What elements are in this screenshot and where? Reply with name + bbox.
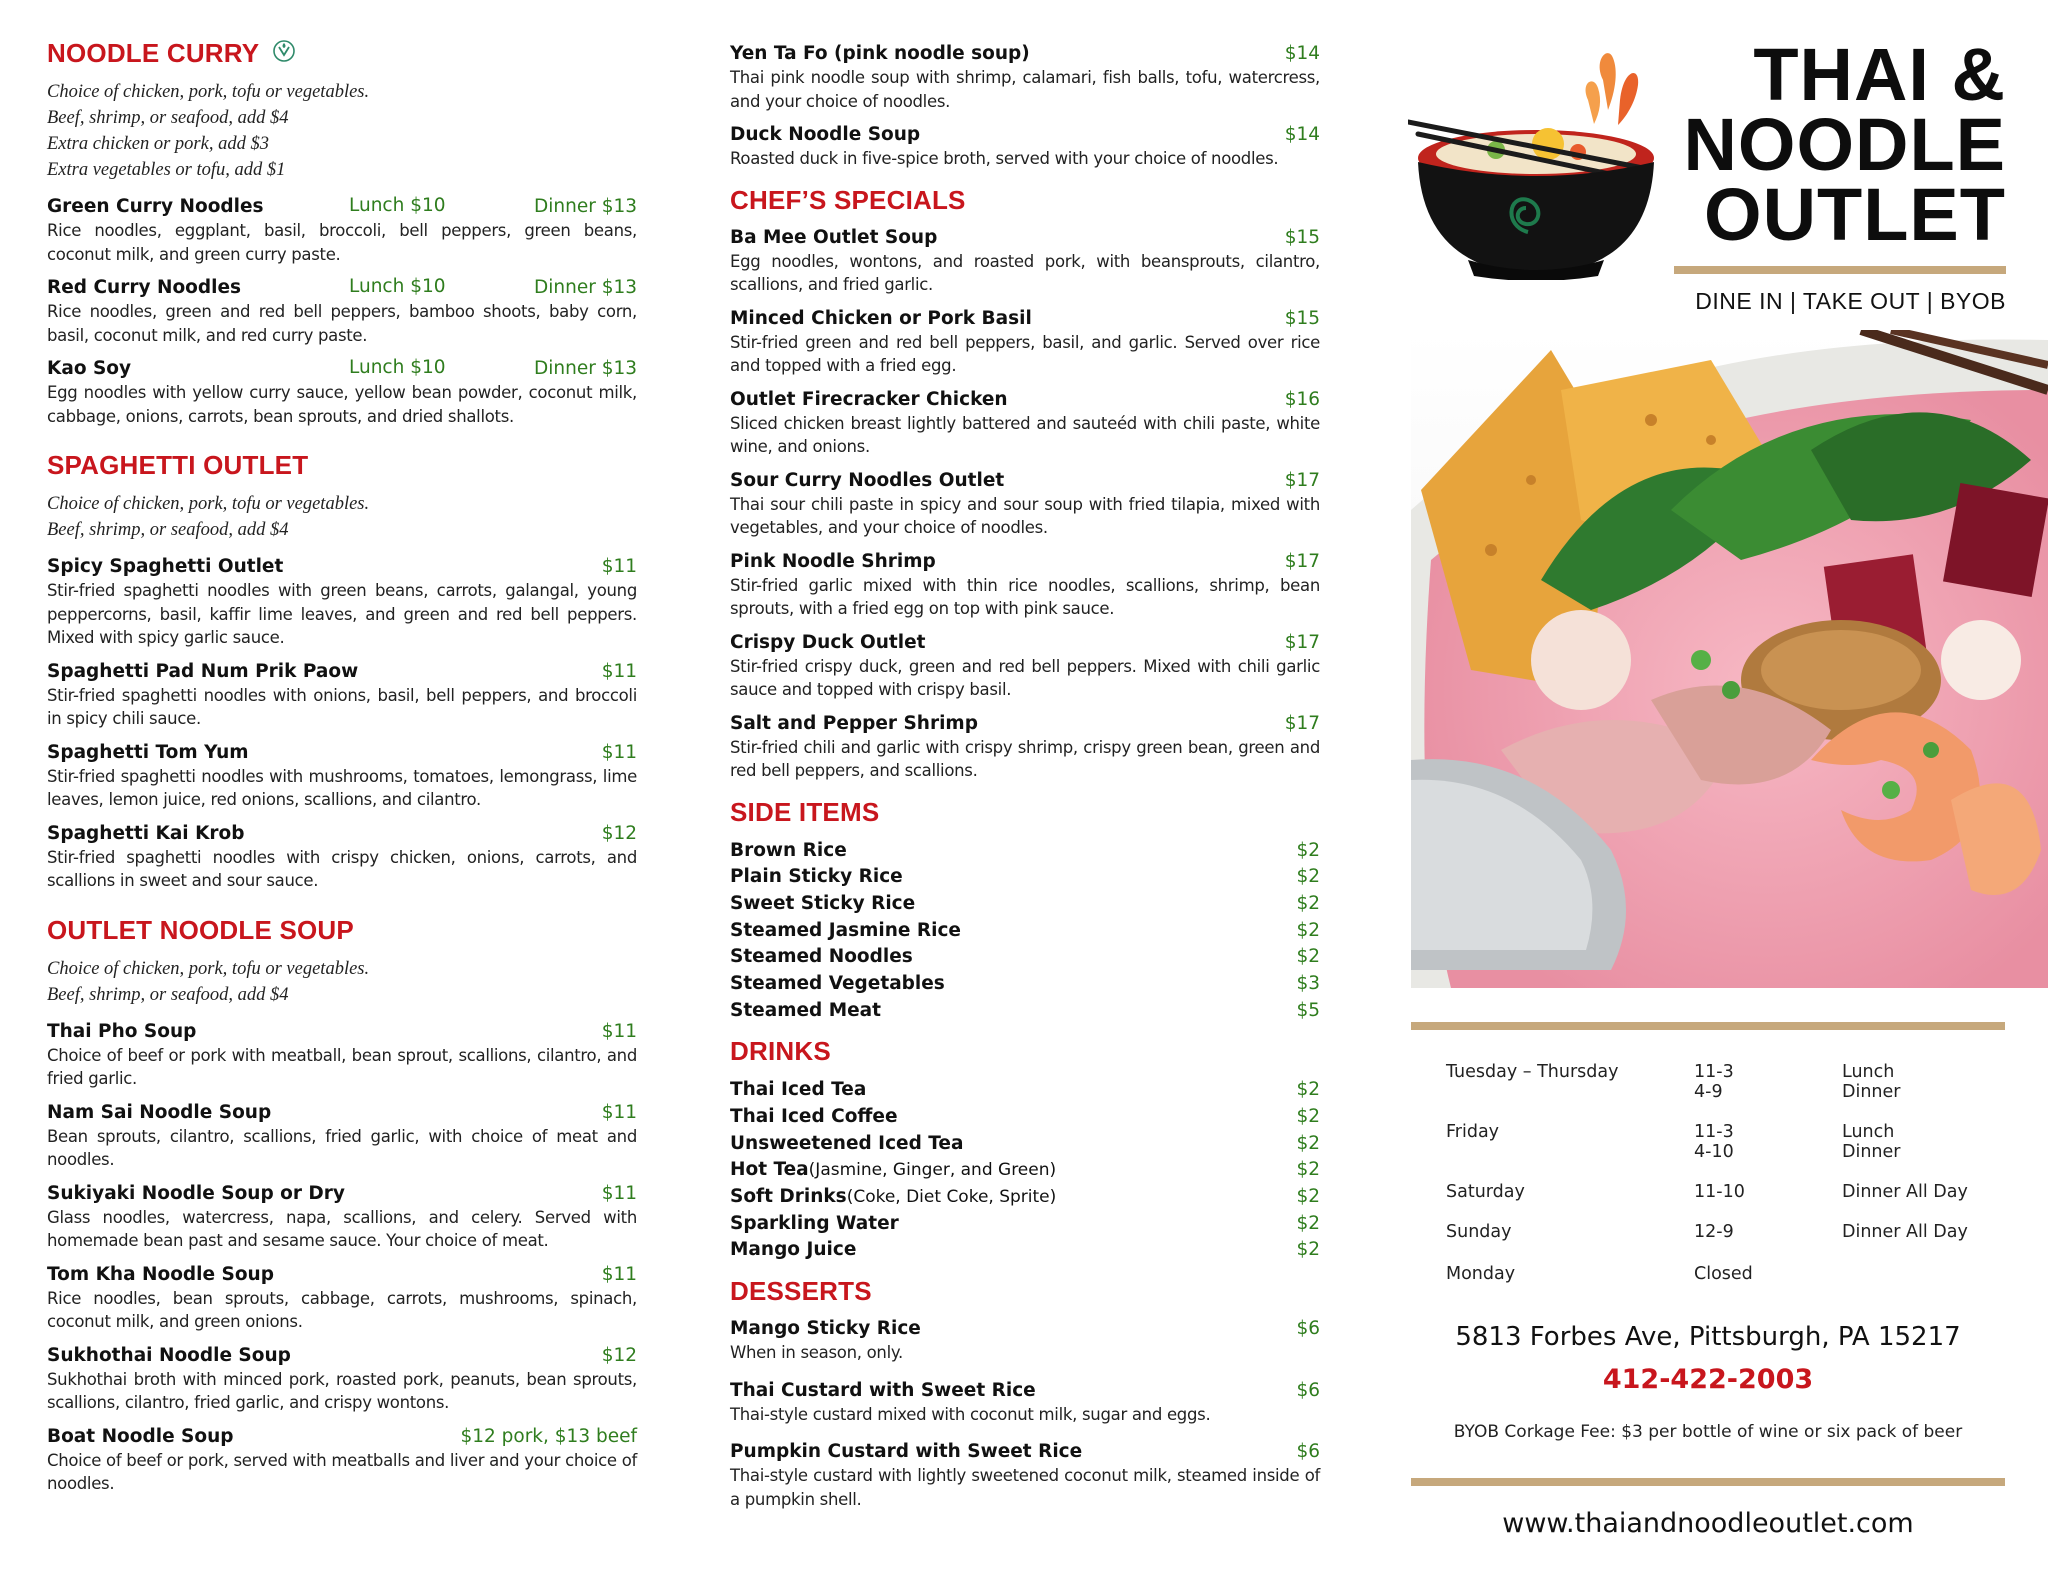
item-name: Boat Noodle Soup: [47, 1425, 234, 1447]
item-name: Steamed Meat: [730, 999, 881, 1021]
list-item: [730, 1211, 1320, 1238]
hours-time: Closed: [1694, 1264, 1753, 1284]
section-notes: [47, 956, 637, 1008]
hours-time: 4-10: [1694, 1142, 1734, 1162]
item-price: $11: [601, 741, 637, 763]
divider-top: [1411, 1022, 2005, 1030]
hours-time: 11-3: [1694, 1062, 1734, 1082]
hours-day: Saturday: [1446, 1182, 1525, 1202]
note-line: Choice of chicken, pork, tofu or vegetables.: [47, 82, 370, 102]
item-price: $2: [1296, 866, 1320, 888]
section-notes: [47, 491, 637, 543]
item-dinner-price: Dinner $13: [533, 358, 637, 379]
item-description: Egg noodles, wontons, and roasted pork, with beansprouts, cilantro, scallions, and fried garlic.: [730, 251, 1320, 294]
list-item: [730, 838, 1320, 865]
hours-row: [1446, 1264, 2006, 1284]
item-name: Hot Tea: [730, 1159, 809, 1181]
menu-item: [730, 42, 1320, 113]
item-name: Thai Iced Coffee: [730, 1106, 898, 1127]
note-line: Extra vegetables or tofu, add $1: [47, 160, 286, 180]
item-description: Glass noodles, watercress, napa, scallions, and celery. Served with homemade bean past and sesame sauce. Your choice of meat.: [47, 1207, 637, 1250]
menu-item: [730, 469, 1320, 540]
website-link[interactable]: www.thaiandnoodleoutlet.com: [1502, 1508, 1914, 1539]
item-name: Sparkling Water: [730, 1212, 899, 1234]
menu-item: [730, 1379, 1320, 1427]
item-price: $5: [1296, 999, 1320, 1021]
hours-meal: Lunch: [1842, 1062, 1895, 1082]
menu-item: [730, 1440, 1320, 1511]
item-price: $15: [1284, 226, 1320, 248]
item-name: Mango Juice: [730, 1239, 857, 1261]
item-name: Steamed Jasmine Rice: [730, 919, 961, 941]
hours-row: [1446, 1222, 2006, 1242]
item-price: $17: [1284, 550, 1320, 572]
item-description: When in season, only.: [730, 1343, 903, 1363]
item-description: Rice noodles, green and red bell peppers, bamboo shoots, baby corn, basil, coconut milk, and red curry paste.: [47, 302, 637, 345]
menu-item: [47, 357, 637, 428]
item-description: Rice noodles, eggplant, basil, broccoli, bell peppers, green beans, coconut milk, and green curry paste.: [47, 221, 637, 264]
menu-item: [47, 660, 637, 731]
item-dinner-price: Dinner $13: [533, 196, 637, 217]
item-price: $14: [1284, 124, 1320, 145]
hours-times: [1694, 1122, 1842, 1162]
item-price: $6: [1296, 1379, 1320, 1401]
item-name: Steamed Noodles: [730, 946, 913, 968]
phone-number[interactable]: 412-422-2003: [1602, 1364, 1814, 1395]
section-heading: SPAGHETTI OUTLET: [47, 450, 309, 480]
hours-meal: Dinner All Day: [1842, 1182, 1968, 1202]
note-line: Choice of chicken, pork, tofu or vegetables.: [47, 958, 370, 979]
menu-item: [730, 631, 1320, 702]
item-dinner-price: Dinner $13: [533, 277, 637, 298]
item-price: $11: [601, 1020, 637, 1042]
list-item: [730, 971, 1320, 998]
menu-item: [730, 226, 1320, 297]
menu-item: [47, 741, 637, 812]
item-name: Red Curry Noodles: [47, 277, 242, 298]
item-name: Crispy Duck Outlet: [730, 631, 926, 653]
item-price: $11: [601, 1263, 637, 1285]
section-noodle-curry: [47, 38, 637, 428]
section-spaghetti: [47, 450, 637, 893]
section-drinks: [730, 1036, 1320, 1264]
item-price: $12 pork, $13 beef: [460, 1425, 637, 1447]
item-detail: (Jasmine, Ginger, and Green): [808, 1160, 1057, 1181]
item-name: Thai Pho Soup: [47, 1020, 197, 1042]
item-name: Green Curry Noodles: [47, 196, 264, 217]
list-item: [730, 1157, 1320, 1184]
item-name: Sukhothai Noodle Soup: [47, 1344, 291, 1366]
note-line: Choice of chicken, pork, tofu or vegetables.: [47, 494, 370, 514]
item-description: Choice of beef or pork with meatball, bean sprout, scallions, cilantro, and fried garlic.: [47, 1045, 637, 1088]
item-name: Spaghetti Pad Num Prik Paow: [47, 660, 359, 682]
hours-time: 12-9: [1694, 1222, 1734, 1242]
restaurant-name: [1666, 33, 2006, 315]
menu-item: [47, 1182, 637, 1253]
item-price: $2: [1296, 946, 1320, 968]
item-name: Salt and Pepper Shrimp: [730, 712, 978, 734]
menu-item: [47, 555, 637, 650]
menu-item: [730, 550, 1320, 621]
item-price: $2: [1296, 919, 1320, 941]
item-name: Brown Rice: [730, 839, 847, 861]
menu-item: [47, 1425, 637, 1496]
item-price: $2: [1296, 1079, 1320, 1101]
note-line: Beef, shrimp, or seafood, add $4: [47, 108, 289, 128]
item-description: Sliced chicken breast lightly battered and sauteéd with chili paste, white wine, and onions.: [730, 413, 1320, 456]
hours-day: Tuesday – Thursday: [1446, 1062, 1619, 1082]
item-name: Steamed Vegetables: [730, 972, 945, 994]
menu-item: [47, 276, 637, 347]
hours-day: Monday: [1446, 1264, 1516, 1284]
item-description: Choice of beef or pork, served with meatballs and liver and your choice of noodles.: [47, 1450, 637, 1493]
menu-item: [47, 1020, 637, 1091]
divider-bottom: [1411, 1478, 2005, 1486]
section-heading: CHEF’S SPECIALS: [730, 184, 966, 215]
item-price: $17: [1284, 631, 1320, 653]
menu-column-middle: [730, 42, 1320, 1533]
address: 5813 Forbes Ave, Pittsburgh, PA 15217: [1455, 1322, 1961, 1352]
hours-meal: Dinner: [1842, 1142, 1901, 1162]
item-name: Thai Custard with Sweet Rice: [730, 1379, 1036, 1401]
item-name: Duck Noodle Soup: [730, 124, 921, 145]
item-lunch-price: Lunch $10: [349, 357, 446, 378]
item-name: Yen Ta Fo (pink noodle soup): [730, 43, 1030, 64]
menu-item: [47, 1344, 637, 1415]
item-name: Ba Mee Outlet Soup: [730, 226, 938, 248]
hours-meal: Dinner: [1842, 1082, 1901, 1102]
hours-row: [1446, 1122, 2006, 1162]
menu-item: [730, 123, 1320, 171]
hours-day: Sunday: [1446, 1222, 1512, 1242]
item-description: Rice noodles, bean sprouts, cabbage, carrots, mushrooms, spinach, coconut milk, and green onions.: [47, 1288, 637, 1331]
item-name: Tom Kha Noodle Soup: [47, 1263, 274, 1285]
list-item: [730, 891, 1320, 918]
item-name: Pink Noodle Shrimp: [730, 550, 936, 572]
item-price: $2: [1296, 1106, 1320, 1127]
item-price: $3: [1296, 972, 1320, 994]
item-price: $11: [601, 660, 637, 682]
section-heading: DRINKS: [730, 1036, 831, 1067]
section-heading: SIDE ITEMS: [730, 796, 880, 827]
menu-item: [47, 822, 637, 893]
item-price: $17: [1284, 469, 1320, 491]
hours-meal: [1842, 1264, 2002, 1284]
item-name: Nam Sai Noodle Soup: [47, 1101, 272, 1123]
hours-meals: [1842, 1062, 2002, 1102]
item-description: Stir-fried chili and garlic with crispy shrimp, crispy green bean, green and red bell peppers, and scallions.: [730, 737, 1320, 780]
item-name: Outlet Firecracker Chicken: [730, 388, 1008, 410]
vegetarian-icon: [272, 39, 296, 63]
item-name: Pumpkin Custard with Sweet Rice: [730, 1441, 1083, 1463]
menu-column-left: [47, 38, 637, 1518]
item-description: Stir-fried spaghetti noodles with crispy chicken, onions, carrots, and scallions in sweet and sour sauce.: [47, 847, 637, 890]
section-title-noodle-curry: [47, 38, 637, 69]
menu-item: [47, 195, 637, 266]
item-description: Bean sprouts, cilantro, scallions, fried garlic, with choice of meat and noodles.: [47, 1126, 637, 1169]
section-noodle-soup-continued: [730, 42, 1320, 171]
hours-time: 11-3: [1694, 1122, 1734, 1142]
item-description: Thai sour chili paste in spicy and sour soup with fried tilapia, mixed with vegetables, and your choice of noodles.: [730, 494, 1320, 537]
menu-item: [730, 388, 1320, 459]
item-price: $2: [1296, 1132, 1320, 1154]
note-line: Beef, shrimp, or seafood, add $4: [47, 984, 289, 1005]
item-description: Roasted duck in five-spice broth, served with your choice of noodles.: [730, 149, 1279, 168]
item-name: Kao Soy: [47, 358, 132, 379]
hours-time: 4-9: [1694, 1082, 1723, 1102]
item-name: Minced Chicken or Pork Basil: [730, 307, 1032, 329]
menu-item: [730, 712, 1320, 783]
item-price: $14: [1284, 43, 1320, 64]
note-line: Beef, shrimp, or seafood, add $4: [47, 520, 289, 540]
list-item: [730, 1131, 1320, 1158]
hours-row: [1446, 1182, 2006, 1202]
list-item: [730, 864, 1320, 891]
menu-item: [47, 1263, 637, 1334]
list-item: [730, 998, 1320, 1025]
item-price: $6: [1296, 1441, 1320, 1463]
item-price: $2: [1296, 1212, 1320, 1234]
hours-table: [1446, 1062, 2006, 1284]
item-description: Egg noodles with yellow curry sauce, yellow bean powder, coconut milk, cabbage, onions, carrots, bean sprouts, and dried shallots.: [47, 383, 637, 426]
item-price: $11: [601, 556, 637, 577]
section-chefs-specials: [730, 185, 1320, 783]
item-description: Stir-fried spaghetti noodles with onions, basil, bell peppers, and broccoli in spicy chili sauce.: [47, 685, 637, 728]
noodle-bowl-logo: [1408, 40, 1660, 280]
hours-times: [1694, 1062, 1842, 1102]
brand-header: [1408, 30, 2048, 314]
section-desserts: [730, 1276, 1320, 1511]
list-item: [730, 944, 1320, 971]
item-price: $2: [1296, 1159, 1320, 1181]
item-name: Unsweetened Iced Tea: [730, 1132, 964, 1154]
item-description: Stir-fried garlic mixed with thin rice noodles, scallions, shrimp, bean sprouts, with a fried egg on top with pink sauce.: [730, 575, 1320, 618]
item-name: Spaghetti Kai Krob: [47, 822, 245, 844]
item-description: Stir-fried spaghetti noodles with green beans, carrots, galangal, young peppercorns, basil, kaffir lime leaves, and green and red bell peppers. Mixed with spicy garlic sauce.: [47, 581, 637, 647]
title-line: NOODLE: [1683, 103, 2006, 186]
item-name: Sweet Sticky Rice: [730, 892, 916, 914]
noodle-soup-photo: [1411, 330, 2048, 988]
item-lunch-price: Lunch $10: [349, 276, 446, 297]
item-name: Spicy Spaghetti Outlet: [47, 556, 284, 577]
menu-item: [47, 1101, 637, 1172]
list-item: [730, 1077, 1320, 1104]
hours-meal: Lunch: [1842, 1122, 1895, 1142]
hours-meal: Dinner All Day: [1842, 1222, 1968, 1242]
item-description: Sukhothai broth with minced pork, roasted pork, peanuts, bean sprouts, scallions, cilantro, fried garlic, and crispy wontons.: [47, 1369, 637, 1412]
item-name: Thai Iced Tea: [730, 1079, 867, 1101]
brand-divider: [1674, 266, 2006, 274]
item-price: $2: [1296, 1186, 1320, 1208]
item-price: $11: [601, 1101, 637, 1123]
item-description: Thai-style custard with lightly sweetened coconut milk, steamed inside of a pumpkin shell.: [730, 1466, 1320, 1509]
item-detail: (Coke, Diet Coke, Sprite): [846, 1187, 1057, 1208]
item-description: Stir-fried crispy duck, green and red bell peppers. Mixed with chili garlic sauce and topped with crispy basil.: [730, 656, 1320, 699]
item-price: $6: [1296, 1318, 1320, 1340]
item-price: $2: [1296, 892, 1320, 914]
list-item: [730, 1237, 1320, 1264]
hours-meals: [1842, 1122, 2002, 1162]
byob-notice: BYOB Corkage Fee: $3 per bottle of wine or six pack of beer: [1453, 1422, 1963, 1442]
item-name: Mango Sticky Rice: [730, 1318, 921, 1340]
item-description: Stir-fried spaghetti noodles with mushrooms, tomatoes, lemongrass, lime leaves, lemon juice, red onions, scallions, and cilantro.: [47, 766, 637, 809]
item-lunch-price: Lunch $10: [349, 195, 446, 216]
section-heading: OUTLET NOODLE SOUP: [47, 914, 354, 945]
item-price: $2: [1296, 839, 1320, 861]
item-name: Sour Curry Noodles Outlet: [730, 469, 1005, 491]
section-heading: NOODLE CURRY: [47, 38, 259, 68]
item-description: Stir-fried green and red bell peppers, basil, and garlic. Served over rice and topped with a fried egg.: [730, 332, 1320, 375]
section-notes: [47, 79, 637, 183]
item-price: $12: [601, 822, 637, 844]
list-item: [730, 1104, 1320, 1131]
menu-item: [730, 1317, 1320, 1365]
section-heading: DESSERTS: [730, 1276, 872, 1307]
item-description: Thai-style custard mixed with coconut milk, sugar and eggs.: [730, 1404, 1211, 1424]
note-line: Extra chicken or pork, add $3: [47, 134, 269, 154]
list-item: [730, 1184, 1320, 1211]
item-name: Soft Drinks: [730, 1186, 847, 1208]
hours-row: [1446, 1062, 2006, 1102]
hours-day: Friday: [1446, 1122, 1500, 1142]
item-price: $2: [1296, 1239, 1320, 1261]
item-price: $12: [601, 1344, 637, 1366]
item-name: Plain Sticky Rice: [730, 866, 903, 888]
tagline: DINE IN | TAKE OUT | BYOB: [1695, 288, 2006, 314]
title-line: THAI &: [1753, 33, 2006, 116]
item-price: $17: [1284, 712, 1320, 734]
item-name: Spaghetti Tom Yum: [47, 741, 249, 763]
section-side-items: [730, 797, 1320, 1025]
item-price: $15: [1284, 307, 1320, 329]
menu-item: [730, 307, 1320, 378]
title-line: OUTLET: [1704, 173, 2006, 256]
item-price: $11: [601, 1182, 637, 1204]
hours-time: 11-10: [1694, 1182, 1745, 1202]
item-name: Sukiyaki Noodle Soup or Dry: [47, 1182, 345, 1204]
item-price: $16: [1284, 388, 1320, 410]
item-description: Thai pink noodle soup with shrimp, calamari, fish balls, tofu, watercress, and your choice of noodles.: [730, 68, 1320, 111]
section-noodle-soup: [47, 915, 637, 1496]
list-item: [730, 918, 1320, 945]
